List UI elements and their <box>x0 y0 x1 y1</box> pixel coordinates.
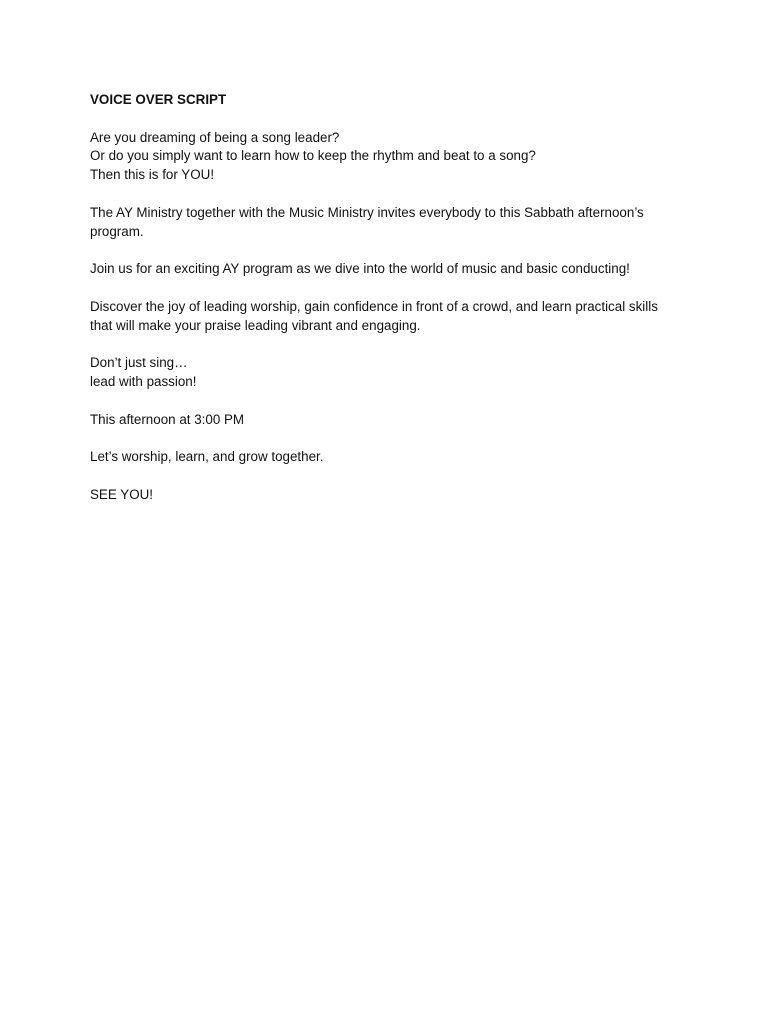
text-line: Let’s worship, learn, and grow together. <box>90 449 324 465</box>
paragraph-together <box>90 448 690 467</box>
paragraph-closing <box>90 486 690 505</box>
text-line: Join us for an exciting AY program as we dive into the world of music and basic conducting! <box>90 261 630 277</box>
paragraph-time <box>90 411 690 430</box>
paragraph-discover <box>90 298 690 336</box>
text-line: The AY Ministry together with the Music Ministry invites everybody to this Sabbath afternoon’s <box>90 204 644 220</box>
text-line: Discover the joy of leading worship, gain confidence in front of a crowd, and learn practical skills <box>90 298 658 314</box>
paragraph-join <box>90 260 690 279</box>
text-line: Or do you simply want to learn how to keep the rhythm and beat to a song? <box>90 148 536 164</box>
text-line: program. <box>90 223 144 239</box>
paragraph-intro <box>90 129 690 185</box>
paragraph-invitation <box>90 204 690 242</box>
text-line: Don’t just sing… <box>90 355 188 371</box>
text-line: SEE YOU! <box>90 486 154 502</box>
text-line: This afternoon at 3:00 PM <box>90 411 245 427</box>
text-line: Then this is for YOU! <box>90 167 215 183</box>
text-line: that will make your praise leading vibrant and engaging. <box>90 317 421 333</box>
text-line: lead with passion! <box>90 373 197 389</box>
paragraph-passion <box>90 354 690 392</box>
script-body <box>90 91 690 523</box>
document-title: VOICE OVER SCRIPT <box>90 92 227 107</box>
text-line: Are you dreaming of being a song leader? <box>90 129 340 145</box>
